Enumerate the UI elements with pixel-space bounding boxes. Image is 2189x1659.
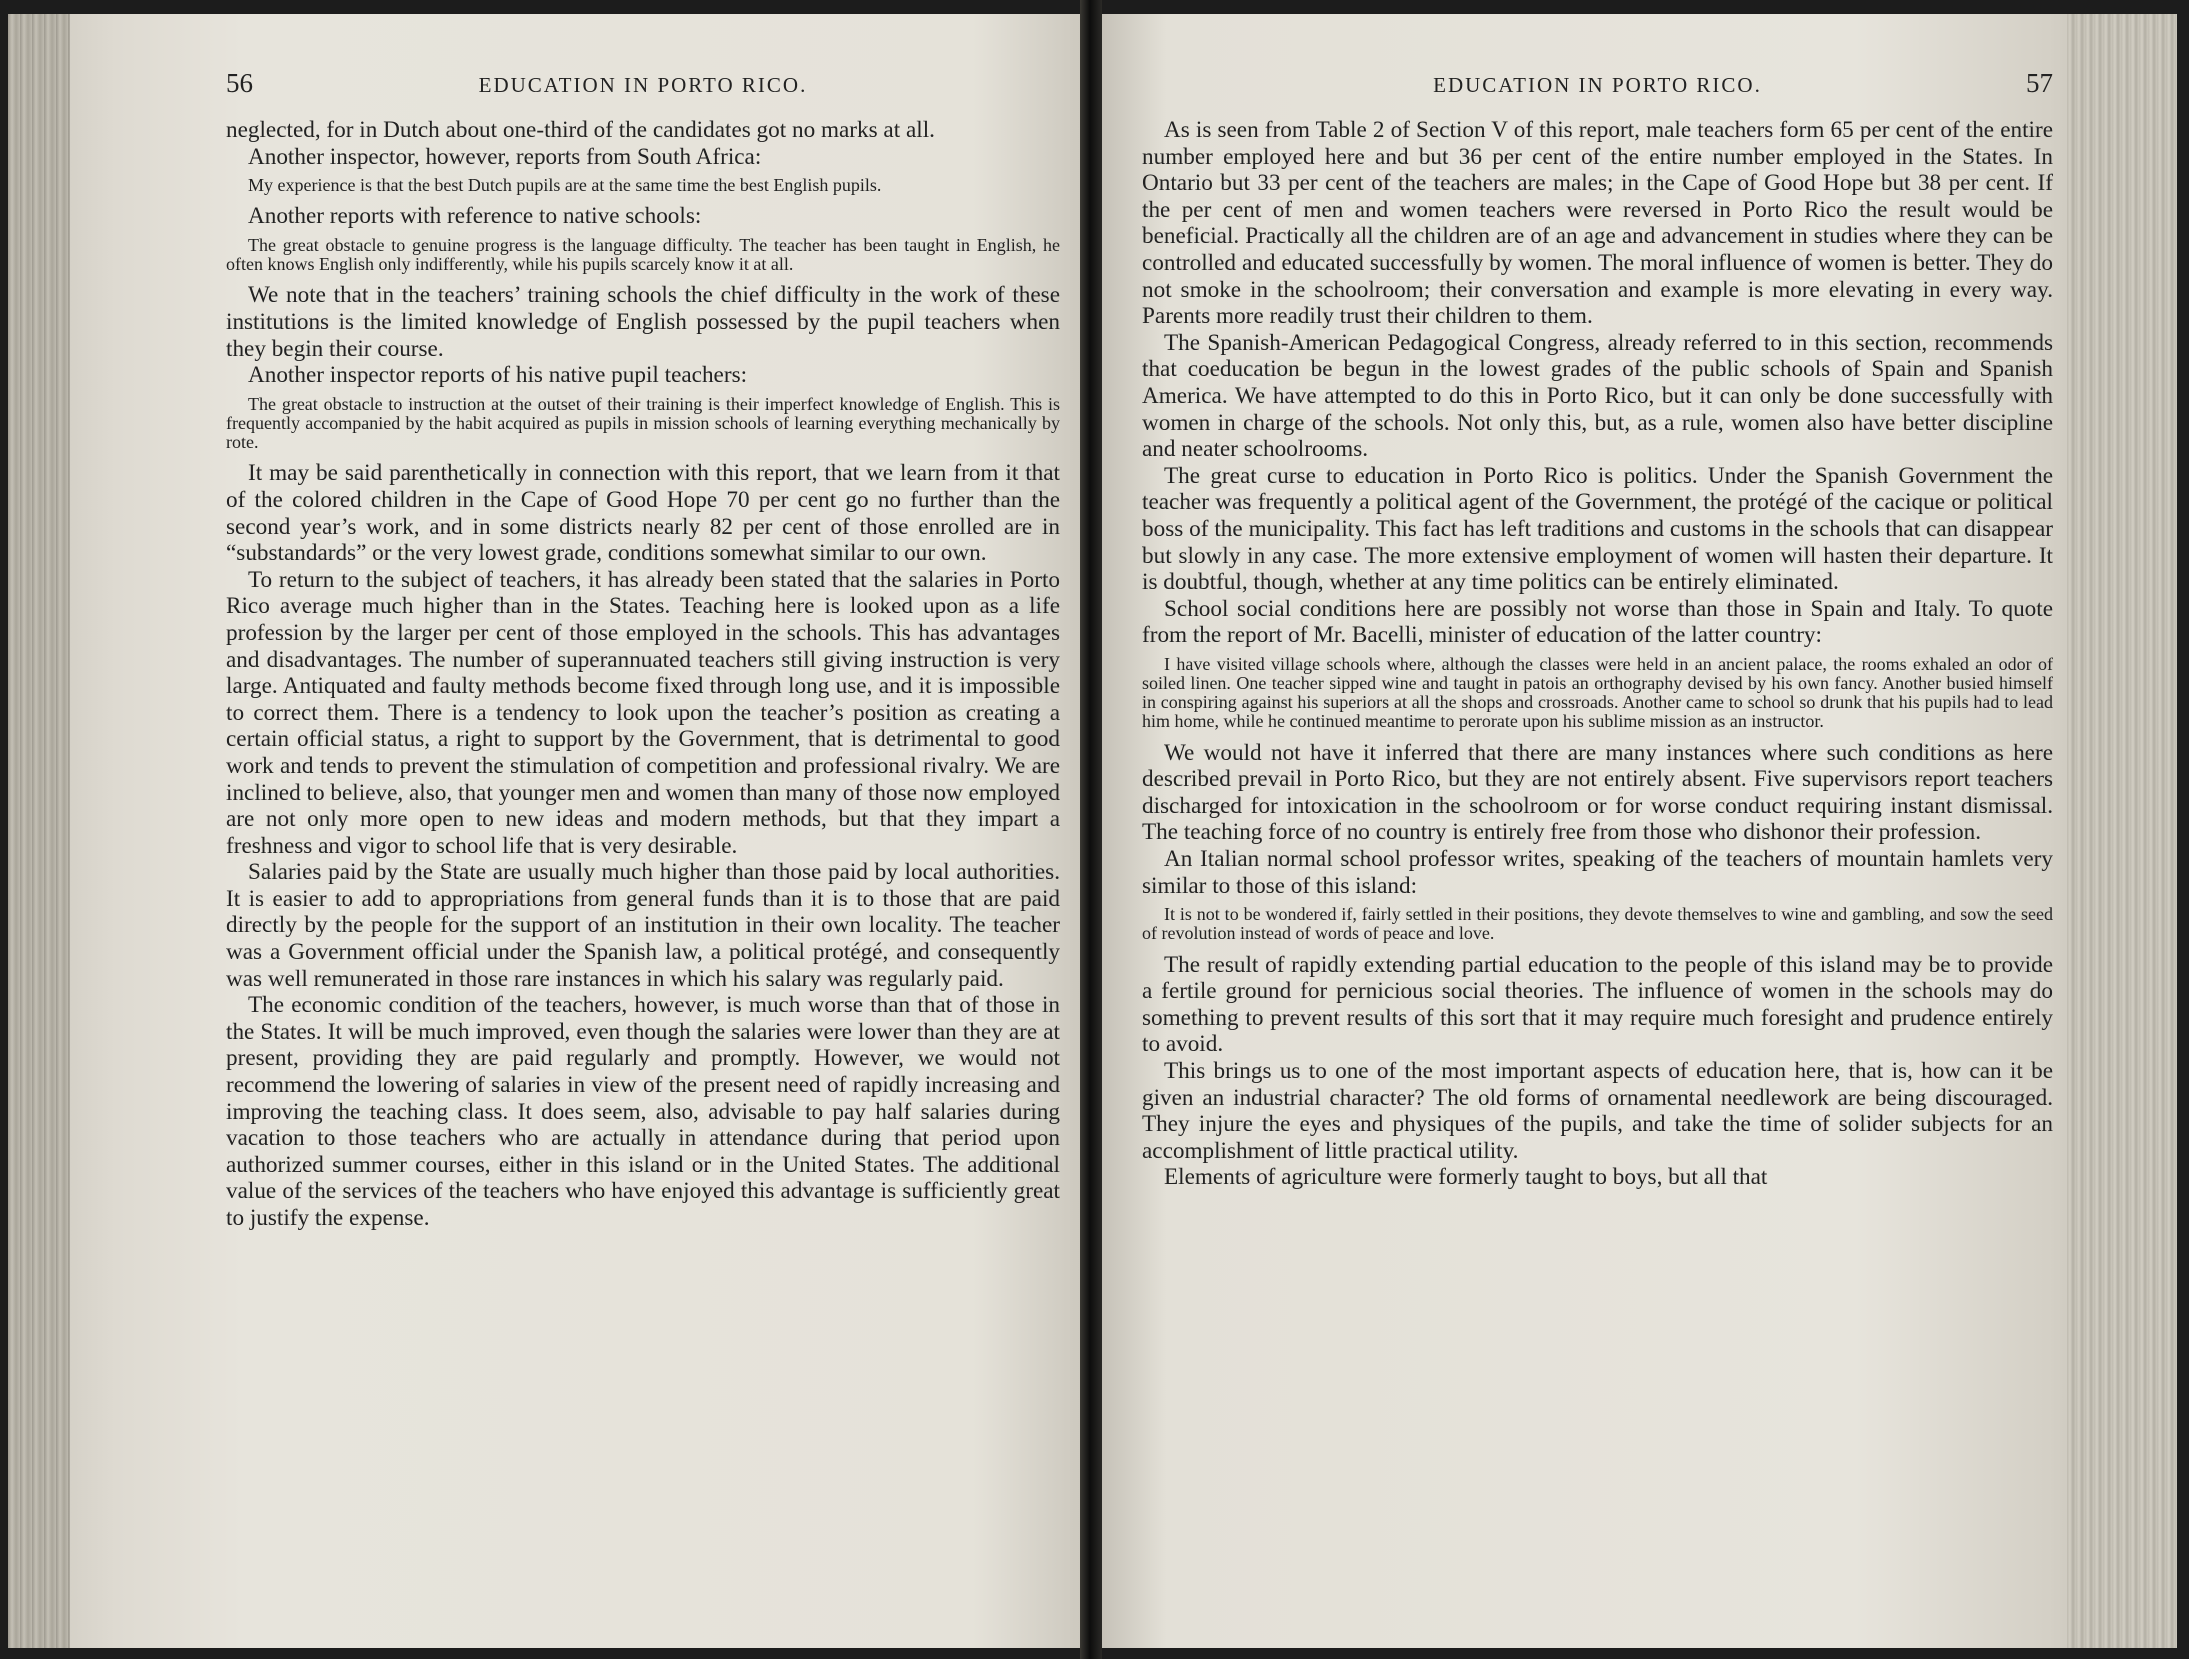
running-title: EDUCATION IN PORTO RICO.: [1433, 73, 1762, 97]
paragraph: We would not have it inferred that there are many instances where such conditions as here described prevail in Porto Rico, but they are not entirely absent. Five supervisors report teachers discharged for intoxication in the schoolroom or for worse conduct requiring instant dismissal. The teaching force of no country is entirely free from those who dishonor their profession.: [1142, 739, 2053, 846]
right-page: [1102, 14, 2177, 1648]
left-page: [8, 14, 1080, 1648]
paragraph: An Italian normal school professor writes, speaking of the teachers of mountain hamlets very similar to those of this island:: [1142, 846, 2053, 899]
page-body: [226, 117, 1060, 1232]
book-gutter: [1080, 0, 1102, 1659]
paragraph: The great curse to education in Porto Rico is politics. Under the Spanish Government the teacher was frequently a political agent of the Government, the protégé of the cacique or political boss of the municipality. This fact has left traditions and customs in the schools that can disappear but slowly in any case. The more extensive employment of women will hasten their departure. It is doubtful, though, whether at any time politics can be entirely eliminated.: [1142, 462, 2053, 596]
paragraph: Another reports with reference to native schools:: [248, 203, 702, 230]
paragraph: As is seen from Table 2 of Section V of this report, male teachers form 65 per cent of the entire number employed here and but 36 per cent of the entire number employed in the States. In Ontario but 33 per cent of the teachers are males; in the Cape of Good Hope but 38 per cent. If the per cent of men and women teachers were reversed in Porto Rico the result would be beneficial. Practically all the children are of an age and advancement in studies where they can be controlled and educated successfully by women. The moral influence of women is better. They do not smoke in the schoolroom; their conversation and example is more elevating in every way. Parents more readily trust their children to them.: [1142, 117, 2053, 330]
paragraph: Elements of agriculture were formerly taught to boys, but all that: [1164, 1164, 1768, 1191]
block-quote: [226, 395, 1060, 453]
paragraph: Salaries paid by the State are usually much higher than those paid by local authorities. It is easier to add to appropriations from general funds than it is to those that are paid directly by the people for the support of an institution in their own locality. The teacher was a Government official under the Spanish law, a political protégé, and consequently was well remunerated in those rare instances in which his salary was regularly paid.: [226, 859, 1060, 992]
quote-text: The great obstacle to instruction at the outset of their training is their imperfect knowledge of English. This is frequently accompanied by the habit acquired as pupils in mission schools of learning everything mechanically by rote.: [226, 393, 1060, 453]
paragraph: We note that in the teachers’ training schools the chief difficulty in the work of these institutions is the limited knowledge of English possessed by the pupil teachers when they begin their course.: [226, 282, 1060, 362]
block-quote: [226, 236, 1060, 274]
paragraph: To return to the subject of teachers, it has already been stated that the salaries in Porto Rico average much higher than in the States. Teaching here is looked upon as a life profession by the larger per cent of those employed in the schools. This has advantages and disadvantages. The number of superannuated teachers still giving instruction is very large. Antiquated and faulty methods become fixed through long use, and it is impossible to correct them. There is a tendency to look upon the teacher’s position as creating a certain official status, a right to support by the Government, that is detrimental to good work and tends to prevent the stimulation of competition and professional rivalry. We are inclined to believe, also, that younger men and women than many of those now employed are not only more open to new ideas and modern methods, but that they impart a freshness and vigor to school life that is very desirable.: [226, 566, 1060, 859]
page-number: 56: [226, 68, 253, 98]
quote-text: It is not to be wondered if, fairly settled in their positions, they devote themselves to wine and gambling, and sow the seed of revolution instead of words of peace and love.: [1142, 904, 2053, 944]
block-quote: [1142, 655, 2053, 732]
paragraph: It may be said parenthetically in connection with this report, that we learn from it that of the colored children in the Cape of Good Hope 70 per cent go no further than the second year’s work, and in some districts nearly 82 per cent of those enrolled are in “substandards” or the very lowest grade, conditions somewhat similar to our own.: [226, 460, 1060, 567]
page-number: 57: [2026, 68, 2053, 98]
paragraph: The result of rapidly extending partial education to the people of this island may be to provide a fertile ground for pernicious social theories. The influence of women in the schools may do something to prevent results of this sort that it may require much foresight and prudence entirely to avoid.: [1142, 951, 2053, 1058]
quote-text: The great obstacle to genuine progress is the language difficulty. The teacher has been taught in English, he often knows English only indifferently, while his pupils scarcely know it at all.: [226, 234, 1060, 275]
block-quote: [1142, 905, 2053, 943]
paragraph: The Spanish-American Pedagogical Congress, already referred to in this section, recommends that coeducation be begun in the lowest grades of the public schools of Spain and Spanish America. We have attempted to do this in Porto Rico, but it can only be done successfully with women in charge of the schools. Not only this, but, as a rule, women also have better discipline and neater schoolrooms.: [1142, 329, 2053, 463]
block-quote: [226, 176, 1060, 195]
paragraph: The economic condition of the teachers, however, is much worse than that of those in the States. It will be much improved, even though the salaries were lower than they are at present, providing they are paid regularly and promptly. However, we would not recommend the lowering of salaries in view of the present need of rapidly increasing and improving the teaching class. It does seem, also, advisable to pay half salaries during vacation to those teachers who are actually in attendance during that period upon authorized summer courses, either in this island or in the United States. The additional value of the services of the teachers who have enjoyed this advantage is sufficiently great to justify the expense.: [226, 992, 1060, 1231]
page-edge-stack: [2067, 14, 2177, 1648]
paragraph: Another inspector reports of his native pupil teachers:: [248, 362, 748, 389]
paragraph: Another inspector, however, reports from South Africa:: [248, 143, 762, 170]
paragraph: School social conditions here are possibly not worse than those in Spain and Italy. To quote from the report of Mr. Bacelli, minister of education of the latter country:: [1142, 595, 2053, 649]
paragraph: neglected, for in Dutch about one-third of the candidates got no marks at all.: [226, 117, 935, 143]
running-head: [226, 68, 1060, 99]
running-head: [1142, 68, 2053, 99]
quote-text: My experience is that the best Dutch pupils are at the same time the best English pupils.: [248, 175, 882, 196]
running-title: EDUCATION IN PORTO RICO.: [478, 73, 808, 97]
quote-text: I have visited village schools where, although the classes were held in an ancient palace, the rooms exhaled an odor of soiled linen. One teacher sipped wine and taught in patois an orthography devised by his own fancy. Another busied himself in conspiring against his superiors at all the shops and crossroads. Another came to school so drunk that his pupils had to lead him home, while he continued meantime to perorate upon his sublime mission as an instructor.: [1142, 653, 2053, 732]
page-body: [1142, 117, 2053, 1191]
paragraph: This brings us to one of the most important aspects of education here, that is, how can it be given an industrial character? The old forms of ornamental needlework are being discouraged. They injure the eyes and physiques of the pupils, and take the time of solider subjects for an accomplishment of little practical utility.: [1142, 1058, 2053, 1164]
page-edge-shadow: [8, 14, 70, 1648]
